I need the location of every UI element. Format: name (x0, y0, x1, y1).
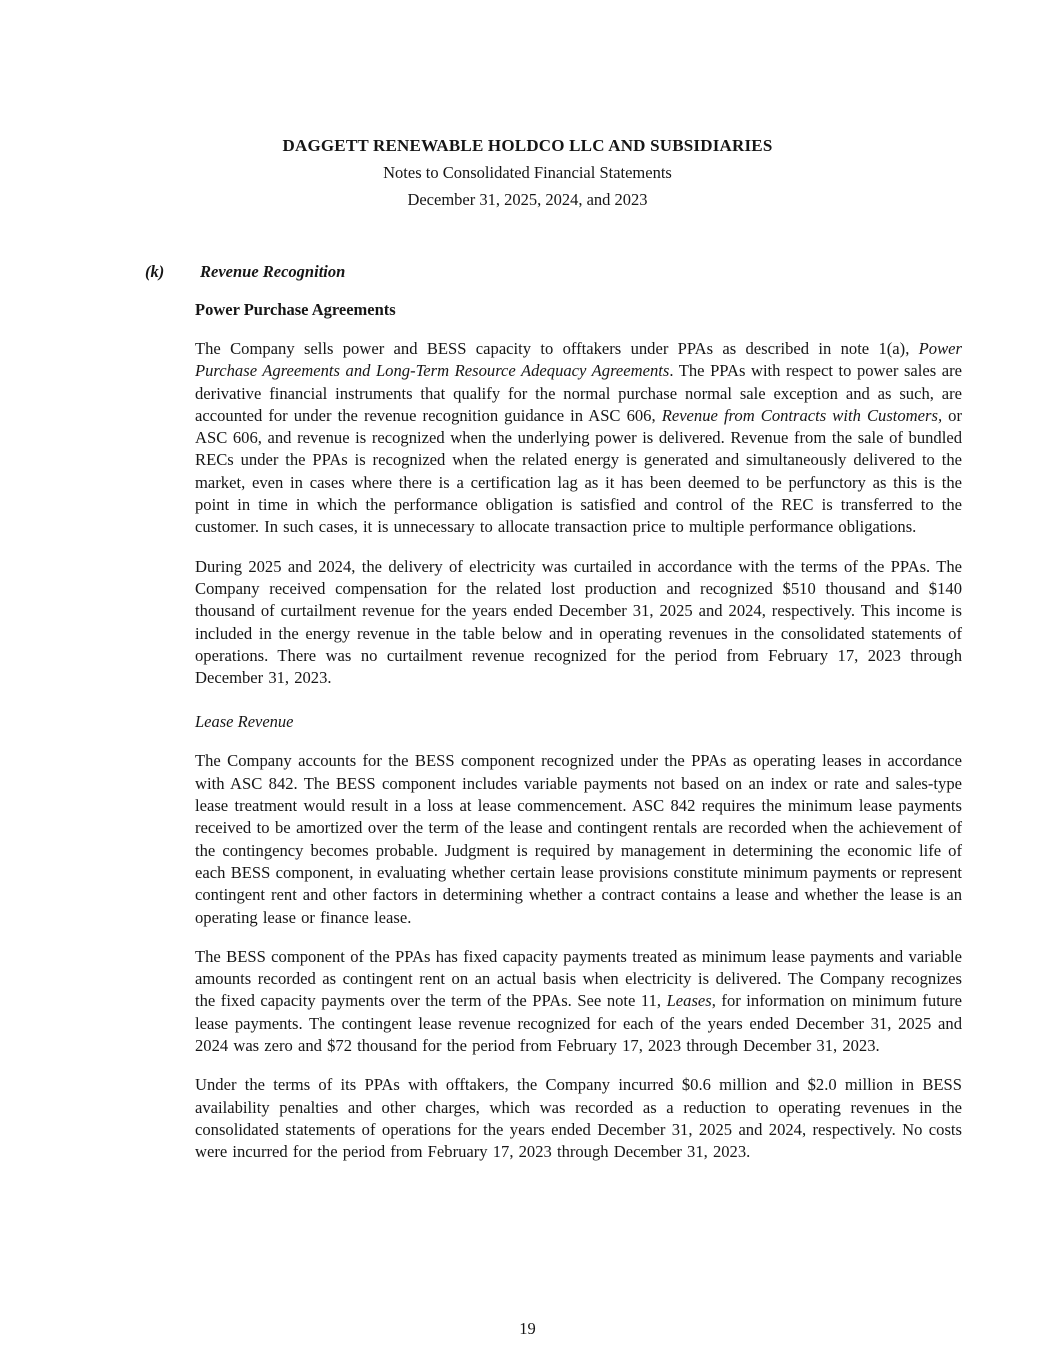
paragraph-curtailment: During 2025 and 2024, the delivery of electricity was curtailed in accordance with the terms of the PPAs. The Company received compensation for the related lost production and recognized $510 thousand and $140 thousand of curtailment revenue for the years ended December 31, 2025 and 2024, respectively. This income is included in the energy revenue in the table below and in operating revenues in the consolidated statements of operations. There was no curtailment revenue recognized for the period from February 17, 2023 through December 31, 2023. (195, 556, 962, 688)
page-footer (0, 1319, 1055, 1339)
document-body (0, 299, 1055, 1164)
paragraph-ppa-overview: The Company sells power and BESS capacity to offtakers under PPAs as described in note 1(a), Power Purchase Agreements and Long-Term Resource Adequacy Agreements. The PPAs with respect to power sales are derivative financial instruments that qualify for the normal purchase normal sale exception and as such, are accounted for under the revenue recognition guidance in ASC 606, Revenue from Contracts with Customers, or ASC 606, and revenue is recognized when the underlying power is delivered. Revenue from the sale of bundled RECs under the PPAs is recognized when the related energy is generated and simultaneously delivered to the market, even in cases where there is a certification lag as it has been deemed to be perfunctory as this is the point in time in which the performance obligation is satisfied and control of the REC is transferred to the customer. In such cases, it is unnecessary to allocate transaction price to multiple performance obligations. (195, 339, 962, 537)
paragraph-lease-accounting: The Company accounts for the BESS component recognized under the PPAs as operating leases in accordance with ASC 842. The BESS component includes variable payments not based on an index or rate and sales-type lease treatment would result in a loss at lease commencement. ASC 842 requires the minimum lease payments received to be amortized over the term of the lease and contingent rentals are recorded when the achievement of the contingency becomes probable. Judgment is required by management in determining the economic life of each BESS component, in evaluating whether certain lease provisions constitute minimum payments or represent contingent rent and other factors in determining whether a contract contains a lease and whether the lease is an operating lease or finance lease. (195, 751, 962, 927)
section-heading-row (0, 261, 1055, 283)
section-label: (k) (145, 262, 165, 281)
document-header (0, 0, 1055, 213)
company-title: DAGGETT RENEWABLE HOLDCO LLC AND SUBSIDIARIES (282, 136, 773, 155)
document-subtitle: Notes to Consolidated Financial Statements (383, 163, 672, 182)
paragraph-bess-capacity-payments: The BESS component of the PPAs has fixed capacity payments treated as minimum lease payments and variable amounts recorded as contingent rent on an actual basis when electricity is delivered. The Company recognizes the fixed capacity payments over the term of the PPAs. See note 11, Leases, for information on minimum future lease payments. The contingent lease revenue recognized for each of the years ended December 31, 2025 and 2024 was zero and $72 thousand for the period from February 17, 2023 through December 31, 2023. (195, 946, 962, 1056)
document-dateline: December 31, 2025, 2024, and 2023 (407, 190, 648, 209)
page-number: 19 (519, 1319, 536, 1338)
section-title: Revenue Recognition (200, 262, 346, 281)
subheading-power-purchase-agreements: Power Purchase Agreements (195, 300, 396, 319)
paragraph-availability-penalties: Under the terms of its PPAs with offtakers, the Company incurred $0.6 million and $2.0 million in BESS availability penalties and other charges, which was recorded as a reduction to operating revenues in the consolidated statements of operations for the years ended December 31, 2025 and 2024, respectively. No costs were incurred for the period from February 17, 2023 through December 31, 2023. (195, 1075, 962, 1162)
subheading-lease-revenue: Lease Revenue (195, 712, 294, 732)
